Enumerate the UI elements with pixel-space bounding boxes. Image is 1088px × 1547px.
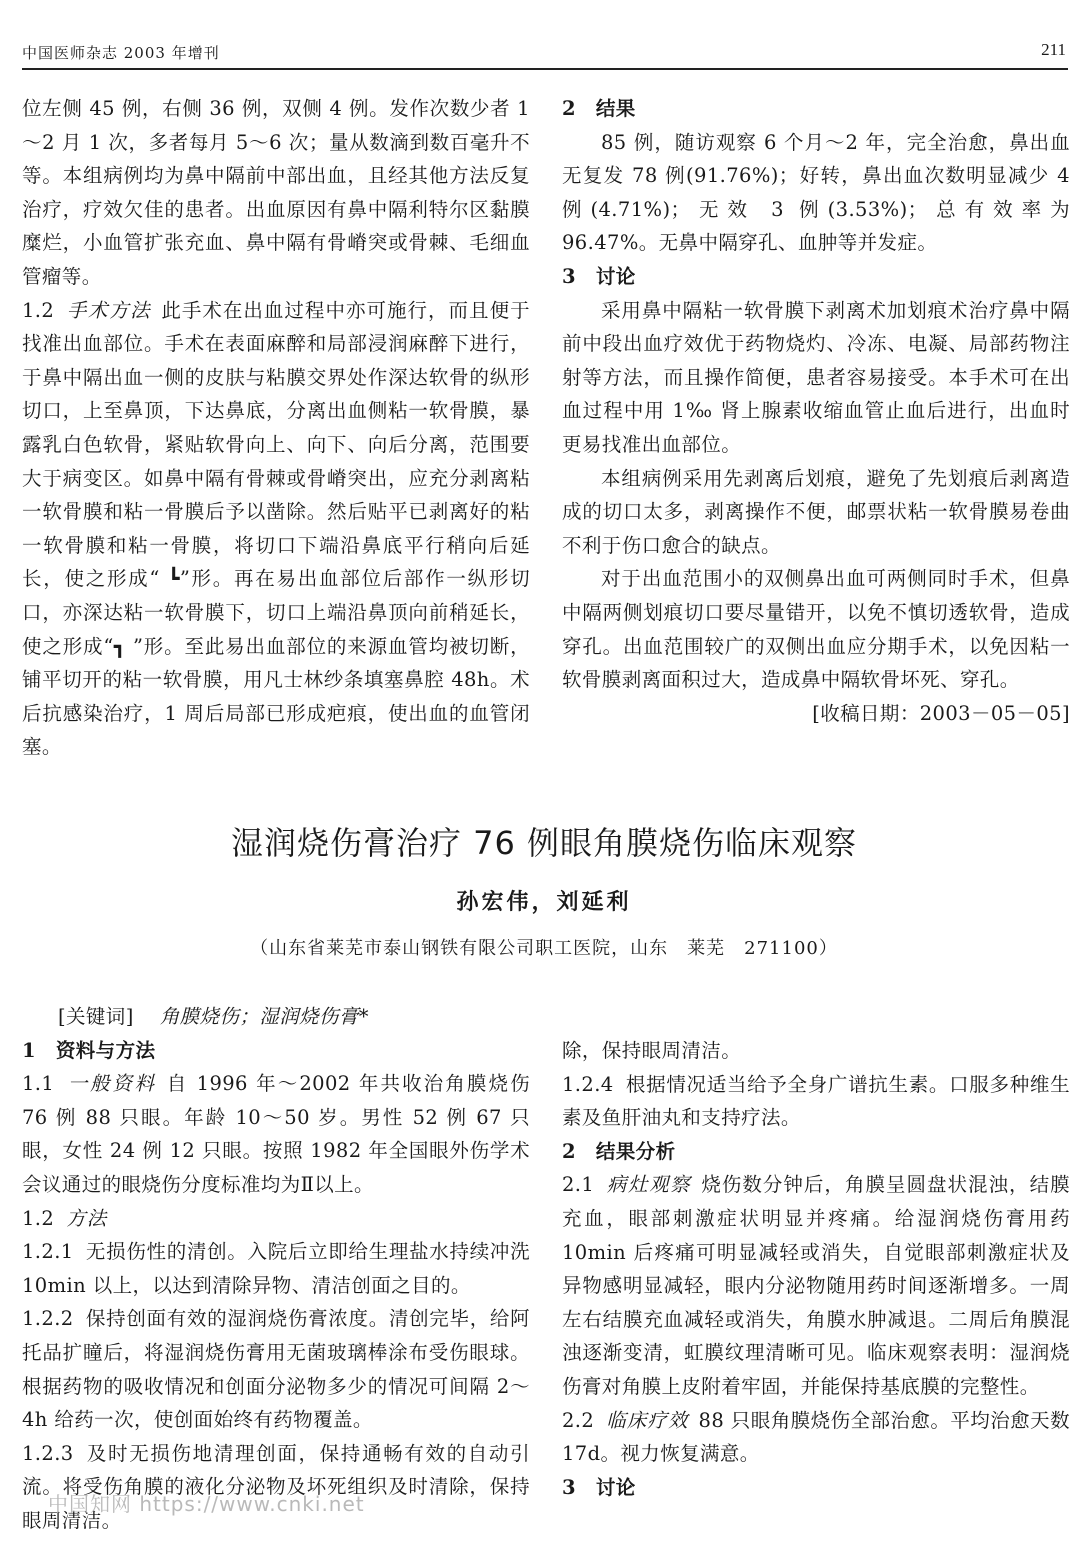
results-heading: 2 结果 — [562, 97, 636, 120]
section-paragraph: 1.2.1 无损伤性的清创。入院后立即给生理盐水持续冲洗 10min 以上，以达到清除异物、清洁创面之目的。 — [22, 1240, 530, 1297]
prev-article-left-column — [22, 92, 530, 764]
section-paragraph: 2.1 病灶观察 烧伤数分钟后，角膜呈圆盘状混浊，结膜充血，眼部刺激症状明显并疼痛。给湿润烧伤膏用药 10min 后疼痛可明显减轻或消失，自觉眼部刺激症状及异物感明显减轻，眼内分泌物随用药时间逐渐增多。一周左右结膜充血减轻或消失，角膜水肿减退。二周后角膜混浊逐渐变清，虹膜纹理清晰可见。临床观察表明：湿润烧伤膏对角膜上皮附着牢固，并能保持基底膜的完整性。 — [562, 1173, 1070, 1398]
method-paragraph — [22, 294, 530, 764]
keywords-label: [关键词] — [58, 1005, 134, 1028]
section-heading: 1 资料与方法 — [22, 1038, 156, 1062]
article-left-column — [22, 1000, 530, 1532]
discussion-paragraph: 采用鼻中隔粘一软骨膜下剥离术加划痕术治疗鼻中隔前中段出血疗效优于药物烧灼、冷冻、电凝、局部药物注射等方法，而且操作简便，患者容易接受。本手术可在出血过程中用 1‰ 肾上腺素收缩血管止血后进行，出血时更易找准出血部位。 — [562, 298, 1070, 456]
keywords — [22, 1000, 530, 1034]
prev-article-right-column — [562, 92, 1070, 730]
section-heading: 2 结果分析 — [562, 1139, 676, 1163]
discussion-paragraph: 本组病例采用先剥离后划痕，避免了先划痕后剥离造成的切口太多，剥离操作不便，邮票状粘一软骨膜易卷曲不利于伤口愈合的缺点。 — [562, 466, 1070, 557]
section-paragraph: 1.2.2 保持创面有效的湿润烧伤膏浓度。清创完毕，给阿托品扩瞳后，将湿润烧伤膏用无菌玻璃棒涂布受伤眼球。根据药物的吸收情况和创面分泌物多少的情况可间隔 2～4h 给药一次，使创面始终有药物覆盖。 — [22, 1307, 530, 1432]
discussion-paragraph: 对于出血范围小的双侧鼻出血可两侧同时手术，但鼻中隔两侧划痕切口要尽量错开，以免不慎切透软骨，造成穿孔。出血范围较广的双侧出血应分期手术，以免因粘一软骨膜剥离面积过大，造成鼻中隔软骨坏死、穿孔。 — [562, 567, 1070, 692]
section-paragraph: 1.2 方法 — [22, 1206, 108, 1230]
keywords-text: 角膜烧伤；湿润烧伤膏* — [159, 1005, 369, 1028]
section-heading: 3 讨论 — [562, 1475, 636, 1499]
method-number: 1.2 — [22, 298, 55, 322]
journal-name: 中国医师杂志 2003 年增刊 — [22, 44, 220, 62]
prev-article-paragraph: 位左侧 45 例，右侧 36 例，双侧 4 例。发作次数少者 1～2 月 1 次，多者每月 5～6 次；量从数滴到数百毫升不等。本组病例均为鼻中隔前中部出血，且经其他方法反复治疗，疗效欠佳的患者。出血原因有鼻中隔利特尔区黏膜糜烂，小血管扩张充血、鼻中隔有骨嵴突或骨棘、毛细血管瘤等。 — [22, 97, 530, 288]
method-label: 手术方法 — [66, 298, 152, 322]
section-paragraph-continued: 除，保持眼周清洁。 — [562, 1039, 742, 1062]
section-paragraph: 1.1 一般资料 自 1996 年～2002 年共收治角膜烧伤 76 例 88 只眼。年龄 10～50 岁。男性 52 例 67 只眼，女性 24 例 12 只眼。按照 1982 年全国眼外伤学术会议通过的眼烧伤分度标准均为Ⅱ以上。 — [22, 1072, 530, 1196]
page-header — [22, 38, 1068, 70]
article-authors: 孙宏伟，刘延利 — [456, 889, 632, 915]
page-number: 211 — [1041, 40, 1066, 59]
section-paragraph: 2.2 临床疗效 88 只眼角膜烧伤全部治愈。平均治愈天数 17d。视力恢复满意。 — [562, 1408, 1070, 1466]
article-title: 湿润烧伤膏治疗 76 例眼角膜烧伤临床观察 — [230, 824, 858, 862]
discussion-heading: 3 讨论 — [562, 264, 636, 288]
cnki-watermark: 中国知网 https://www.cnki.net — [48, 1492, 365, 1516]
article-affiliation: （山东省莱芜市泰山钢铁有限公司职工医院，山东 莱芜 271100） — [250, 938, 838, 959]
results-paragraph: 85 例，随访观察 6 个月～2 年，完全治愈，鼻出血无复发 78 例(91.76%)；好转，鼻出血次数明显减少 4 例(4.71%)；无效 3 例(3.53%)；总有效率为 96.47%。无鼻中隔穿孔、血肿等并发症。 — [562, 130, 1070, 255]
method-text: 此手术在出血过程中亦可施行，而且便于找准出血部位。手术在表面麻醉和局部浸润麻醉下进行，于鼻中隔出血一侧的皮肤与粘膜交界处作深达软骨的纵形切口，上至鼻顶，下达鼻底，分离出血侧粘一软骨膜，暴露乳白色软骨，紧贴软骨向上、向下、向后分离，范围要大于病变区。如鼻中隔有骨棘或骨嵴突出，应充分剥离粘一软骨膜和粘一骨膜后予以凿除。然后贴平已剥离好的粘一软骨膜和粘一骨膜，将切口下端沿鼻底平行稍向后延长，使之形成“ ┗”形。再在易出血部位后部作一纵形切口，亦深达粘一软骨膜下，切口上端沿鼻顶向前稍延长，使之形成“┓ ”形。至此易出血部位的来源血管均被切断，铺平切开的粘一软骨膜，用凡士林纱条填塞鼻腔 48h。术后抗感染治疗，1 周后局部已形成疤痕，使出血的血管闭塞。 — [22, 298, 530, 759]
received-date: [收稿日期：2003－05－05] — [812, 701, 1070, 725]
section-paragraph: 1.2.3 及时无损伤地清理创面，保持通畅有效的自动引流。将受伤角膜的液化分泌物及坏死组织及时清除，保持眼周清洁。 — [22, 1441, 530, 1532]
section-paragraph: 1.2.4 根据情况适当给予全身广谱抗生素。口服多种维生素及鱼肝油丸和支持疗法。 — [562, 1072, 1070, 1130]
article-right-column — [562, 1034, 1070, 1504]
